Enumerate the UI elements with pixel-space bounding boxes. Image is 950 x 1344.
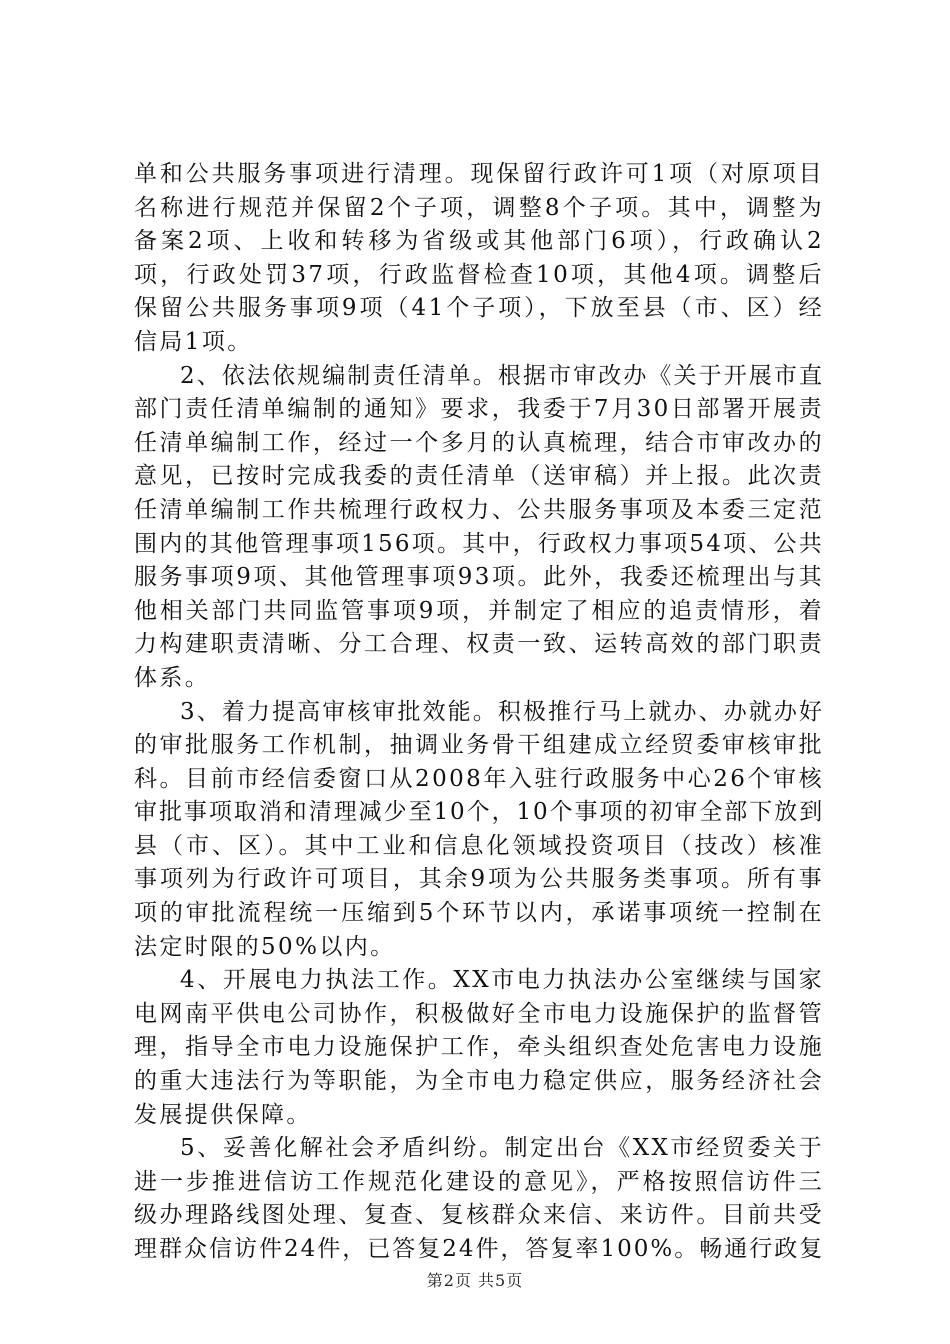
body-line: 保留公共服务事项9项（41个子项），下放至县（市、区）经	[134, 295, 824, 322]
body-line: 任清单编制工作共梳理行政权力、公共服务事项及本委三定范	[134, 496, 824, 523]
body-line: 服务事项9项、其他管理事项93项。此外，我委还梳理出与其	[134, 564, 824, 591]
body-line: 力构建职责清晰、分工合理、权责一致、运转高效的部门职责	[134, 631, 824, 658]
body-line: 3、着力提高审核审批效能。积极推行马上就办、办就办好	[180, 698, 824, 725]
body-line: 名称进行规范并保留2个子项，调整8个子项。其中，调整为	[134, 194, 824, 221]
body-line: 4、开展电力执法工作。XX市电力执法办公室继续与国家	[180, 967, 824, 994]
body-line: 意见，已按时完成我委的责任清单（送审稿）并上报。此次责	[134, 463, 824, 490]
document-body	[134, 158, 824, 1267]
body-line: 他相关部门共同监管事项9项，并制定了相应的追责情形，着	[134, 597, 824, 624]
body-line: 电网南平供电公司协作，积极做好全市电力设施保护的监督管	[134, 1000, 824, 1027]
body-line: 法定时限的50%以内。	[134, 933, 396, 960]
body-line: 县（市、区）。其中工业和信息化领域投资项目（技改）核准	[134, 832, 824, 859]
body-line: 理，指导全市电力设施保护工作，牵头组织查处危害电力设施	[134, 1034, 824, 1061]
body-line: 发展提供保障。	[134, 1101, 312, 1128]
body-line: 备案2项、上收和转移为省级或其他部门6项），行政确认2	[134, 228, 824, 255]
body-line: 级办理路线图处理、复查、复核群众来信、来访件。目前共受	[134, 1202, 824, 1229]
body-line: 事项列为行政许可项目，其余9项为公共服务类事项。所有事	[134, 866, 824, 893]
body-line: 2、依法依规编制责任清单。根据市审改办《关于开展市直	[180, 362, 824, 389]
body-line: 单和公共服务事项进行清理。现保留行政许可1项（对原项目	[134, 161, 824, 187]
body-line: 的审批服务工作机制，抽调业务骨干组建成立经贸委审核审批	[134, 732, 824, 759]
body-line: 项的审批流程统一压缩到5个环节以内，承诺事项统一控制在	[134, 900, 824, 927]
body-line: 部门责任清单编制的通知》要求，我委于7月30日部署开展责	[134, 396, 824, 423]
body-line: 体系。	[134, 664, 211, 691]
body-line: 信局1项。	[134, 328, 253, 355]
body-line: 进一步推进信访工作规范化建设的意见》，严格按照信访件三	[134, 1168, 824, 1195]
body-line: 的重大违法行为等职能，为全市电力稳定供应，服务经济社会	[134, 1068, 824, 1095]
body-line: 项，行政处罚37项，行政监督检查10项，其他4项。调整后	[134, 261, 824, 288]
body-line: 审批事项取消和清理减少至10个，10个事项的初审全部下放到	[134, 799, 824, 826]
body-line: 5、妥善化解社会矛盾纠纷。制定出台《XX市经贸委关于	[180, 1135, 824, 1162]
body-line: 理群众信访件24件，已答复24件，答复率100%。畅通行政复	[134, 1236, 825, 1262]
page-number-footer: 第2页 共5页	[426, 1271, 524, 1290]
body-line: 任清单编制工作，经过一个多月的认真梳理，结合市审改办的	[134, 429, 824, 456]
body-line: 科。目前市经信委窗口从2008年入驻行政服务中心26个审核	[134, 765, 824, 792]
body-line: 围内的其他管理事项156项。其中，行政权力事项54项、公共	[134, 530, 824, 557]
